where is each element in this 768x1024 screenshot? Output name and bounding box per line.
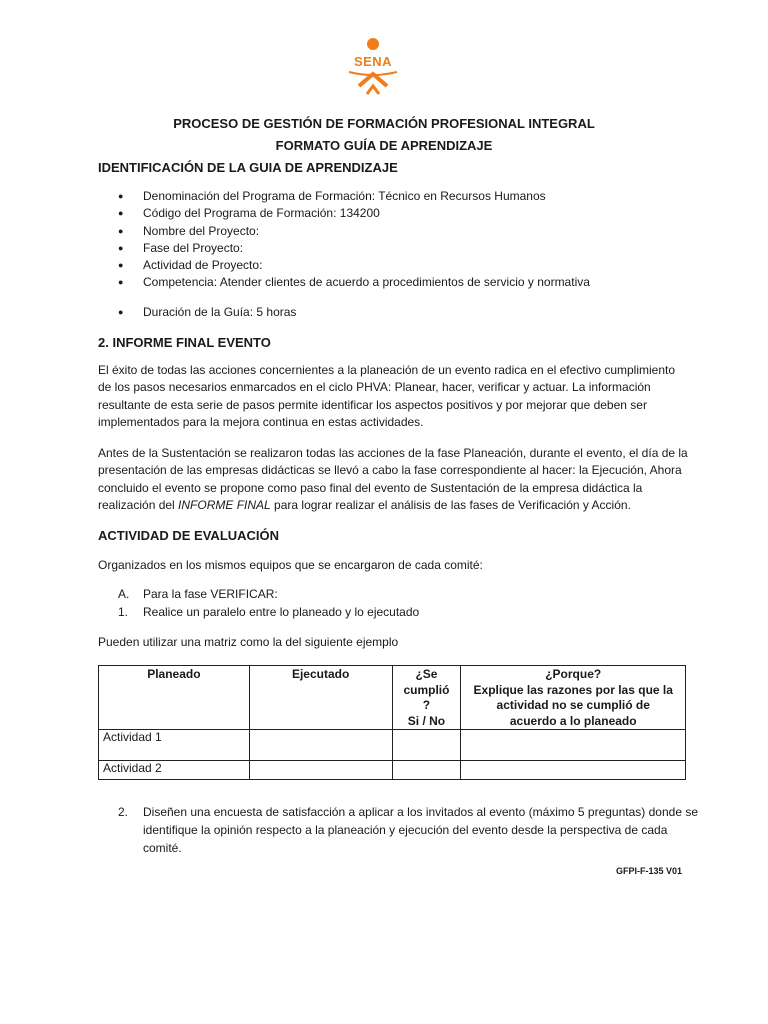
row-label: Actividad 2 bbox=[99, 761, 250, 780]
item-text: Realice un paralelo entre lo planeado y lo ejecutado bbox=[143, 605, 420, 619]
matriz-intro: Pueden utilizar una matriz como la del siguiente ejemplo bbox=[98, 635, 399, 649]
header-line: acuerdo a lo planeado bbox=[509, 713, 637, 728]
duracion-item: ● Duración de la Guía: 5 horas bbox=[98, 304, 296, 321]
item-marker: 2. bbox=[118, 805, 129, 819]
paralelo-item bbox=[118, 604, 419, 621]
list-item: ● Denominación del Programa de Formación: Técnico en Recursos Humanos bbox=[98, 188, 590, 205]
informe-heading: 2. INFORME FINAL EVENTO bbox=[98, 335, 271, 350]
header-porque bbox=[461, 666, 686, 730]
table-row bbox=[99, 730, 686, 761]
table-row bbox=[99, 761, 686, 780]
item-marker: 1. bbox=[118, 605, 129, 619]
actividad-intro: Organizados en los mismos equipos que se encargaron de cada comité: bbox=[98, 558, 483, 572]
form-code: GFPI-F-135 V01 bbox=[616, 866, 683, 876]
paragraph-text: Antes de la Sustentación se realizaron todas las acciones de la fase Planeación, durante el evento, el día de la presentación de las empresas didácticas se llevó a cabo la fase correspondiente al hacer: la Ejecución, Ahora concluido el evento se propone como paso final del evento de Sustentación de la empresa didáctica la realización del bbox=[98, 446, 688, 513]
table-cell bbox=[461, 730, 686, 761]
item-marker: A. bbox=[118, 587, 130, 601]
document-title: PROCESO DE GESTIÓN DE FORMACIÓN PROFESIONAL INTEGRAL bbox=[173, 116, 595, 131]
fase-verificar-item bbox=[118, 586, 278, 603]
row-label: Actividad 1 bbox=[99, 730, 250, 761]
header-se-cumplio bbox=[392, 666, 461, 730]
table-cell bbox=[392, 761, 461, 780]
table-cell bbox=[249, 730, 392, 761]
header-line: Explique las razones por las que la bbox=[473, 682, 673, 697]
planning-matrix-table bbox=[98, 665, 686, 780]
list-item: ● Fase del Proyecto: bbox=[98, 240, 590, 257]
header-line: ? bbox=[422, 698, 431, 712]
encuesta-item bbox=[118, 803, 698, 857]
header-line: Si / No bbox=[407, 713, 446, 728]
informe-final-emphasis: INFORME FINAL bbox=[178, 498, 271, 513]
sena-logo bbox=[343, 36, 403, 98]
header-line: ¿Porque? bbox=[545, 667, 602, 681]
item-text: Diseñen una encuesta de satisfacción a aplicar a los invitados al evento (máximo 5 preguntas) donde se identifique la opinión respecto a la planeación y ejecución del evento desde la perspectiva de cada comité. bbox=[143, 805, 698, 855]
informe-paragraph-1: El éxito de todas las acciones concernientes a la planeación de un evento radica en el efectivo cumplimiento de los pasos necesarios enmarcados en el ciclo PHVA: Planear, hacer, verificar y actuar. La información resultante de esta serie de pasos permite identificar los aspectos positivos y por mejorar que deben ser implementados para la mejora continua en estas actividades. bbox=[98, 363, 676, 430]
header-line: ¿Se bbox=[415, 667, 438, 681]
table-cell bbox=[461, 761, 686, 780]
header-ejecutado: Ejecutado bbox=[249, 666, 392, 730]
identificacion-heading: IDENTIFICACIÓN DE LA GUIA DE APRENDIZAJE bbox=[98, 160, 398, 175]
actividad-heading: ACTIVIDAD DE EVALUACIÓN bbox=[98, 528, 280, 543]
identificacion-list bbox=[98, 188, 590, 292]
table-header-row bbox=[99, 666, 686, 730]
document-subtitle: FORMATO GUÍA DE APRENDIZAJE bbox=[275, 138, 493, 153]
table-cell bbox=[249, 761, 392, 780]
list-item: ● Actividad de Proyecto: bbox=[98, 257, 590, 274]
list-item: ● Código del Programa de Formación: 134200 bbox=[98, 205, 590, 222]
header-line: cumplió bbox=[403, 682, 450, 697]
informe-paragraph-2 bbox=[98, 445, 688, 515]
list-item: ● Competencia: Atender clientes de acuerdo a procedimientos de servicio y normativa bbox=[98, 274, 590, 291]
table-cell bbox=[392, 730, 461, 761]
paragraph-text: para lograr realizar el análisis de las fases de Verificación y Acción. bbox=[270, 498, 631, 513]
header-line: actividad no se cumplió de bbox=[496, 698, 650, 712]
sena-logo-text: SENA bbox=[353, 54, 393, 69]
item-text: Para la fase VERIFICAR: bbox=[143, 587, 278, 601]
list-item: ● Nombre del Proyecto: bbox=[98, 223, 590, 240]
header-planeado: Planeado bbox=[99, 666, 250, 730]
